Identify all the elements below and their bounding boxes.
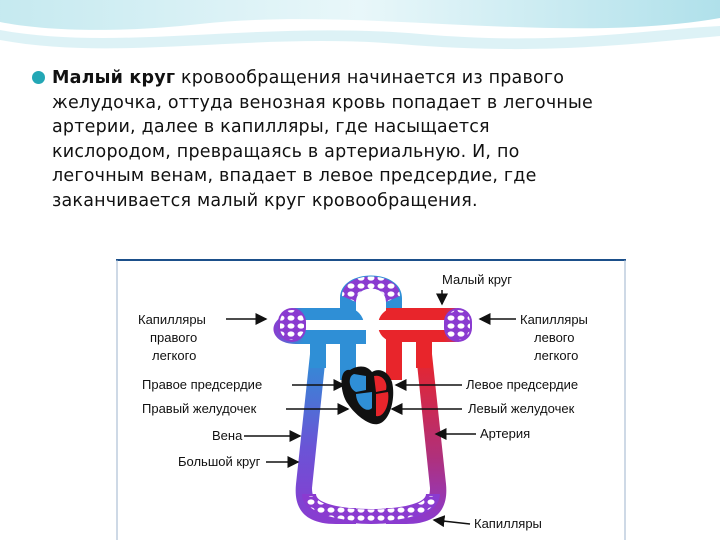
text-line-3: артерии, далее в капилляры, где насыщается <box>52 117 490 137</box>
svg-text:Левое предсердие: Левое предсердие <box>466 377 579 392</box>
svg-text:Капилляры: Капилляры <box>520 312 588 327</box>
label-left-ventricle <box>392 401 575 416</box>
label-small-circle <box>442 272 512 304</box>
bullet-point-icon <box>32 71 45 84</box>
svg-text:Правый желудочек: Правый желудочек <box>142 401 257 416</box>
header-wave-decoration <box>0 0 720 70</box>
svg-text:Левый желудочек: Левый желудочек <box>468 401 575 416</box>
label-vein <box>212 428 300 443</box>
svg-text:Артерия: Артерия <box>480 426 531 441</box>
svg-text:Малый круг: Малый круг <box>442 272 513 287</box>
svg-text:Капилляры: Капилляры <box>474 516 542 531</box>
svg-text:правого: правого <box>150 330 198 345</box>
svg-text:Большой круг: Большой круг <box>178 454 261 469</box>
label-capillaries-left-lung <box>480 312 588 363</box>
bullet-paragraph <box>32 66 702 213</box>
svg-text:Капилляры: Капилляры <box>138 312 206 327</box>
label-big-circle <box>178 454 298 469</box>
label-capillaries-right-lung <box>138 312 266 363</box>
svg-text:левого: левого <box>534 330 575 345</box>
heart-icon <box>342 367 394 425</box>
text-line-6: заканчивается малый круг кровообращения. <box>52 190 478 211</box>
svg-text:легкого: легкого <box>152 348 197 363</box>
label-artery <box>436 426 530 441</box>
vein-connector <box>310 338 326 368</box>
text-line-5: легочным венам, впадает в левое предсердие, где <box>52 166 537 186</box>
text-line-2: желудочка, оттуда венозная кровь попадает в легочные <box>52 92 593 113</box>
svg-text:Правое предсердие: Правое предсердие <box>142 377 263 392</box>
circulation-diagram <box>116 258 626 540</box>
label-capillaries <box>434 516 542 531</box>
svg-text:Вена: Вена <box>212 428 243 443</box>
artery-connector <box>416 338 432 368</box>
text-line-1: Малый круг кровообращения начинается из правого <box>52 68 565 88</box>
bold-lead: Малый круг <box>52 68 176 88</box>
svg-text:легкого: легкого <box>534 348 579 363</box>
text-line-4: кислородом, превращаясь в артериальную. И, по <box>52 141 520 162</box>
